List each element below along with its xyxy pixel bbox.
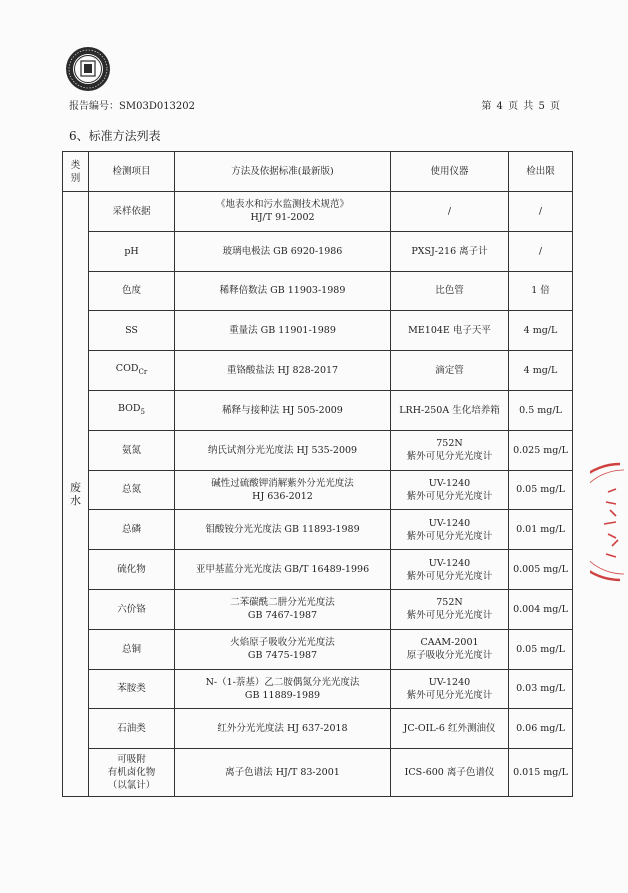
item-cell: 总氮 xyxy=(89,470,175,510)
limit-cell: / xyxy=(509,231,573,271)
item-cell: 总铜 xyxy=(89,629,175,669)
table-row xyxy=(63,311,573,351)
item-cell: $COD_{Cr}$ xyxy=(89,351,175,391)
item-cell: 可吸附 有机卤化物 （以氯计） xyxy=(89,749,175,797)
table-row xyxy=(63,550,573,590)
header-instrument: 使用仪器 xyxy=(391,152,509,192)
table-row xyxy=(63,390,573,430)
limit-cell: / xyxy=(509,192,573,232)
method-cell: 离子色谱法 HJ/T 83-2001 xyxy=(175,749,391,797)
red-stamp-partial xyxy=(590,462,628,582)
method-cell: 碱性过硫酸钾消解紫外分光光度法 HJ 636-2012 xyxy=(175,470,391,510)
method-cell: 玻璃电极法 GB 6920-1986 xyxy=(175,231,391,271)
table-row xyxy=(63,629,573,669)
table-row xyxy=(63,510,573,550)
instrument-cell: ICS-600 离子色谱仪 xyxy=(391,749,509,797)
limit-cell: 4 mg/L xyxy=(509,351,573,391)
section-title: 6、标准方法列表 xyxy=(69,129,161,143)
instrument-cell: UV-1240 紫外可见分光光度计 xyxy=(391,550,509,590)
instrument-cell: 752N 紫外可见分光光度计 xyxy=(391,589,509,629)
method-cell: 钼酸铵分光光度法 GB 11893-1989 xyxy=(175,510,391,550)
table-row xyxy=(63,192,573,232)
limit-cell: 0.05 mg/L xyxy=(509,629,573,669)
method-cell: 红外分光光度法 HJ 637-2018 xyxy=(175,709,391,749)
limit-cell: 0.015 mg/L xyxy=(509,749,573,797)
method-cell: 亚甲基蓝分光光度法 GB/T 16489-1996 xyxy=(175,550,391,590)
item-cell: SS xyxy=(89,311,175,351)
table-header-row xyxy=(63,152,573,192)
table-row xyxy=(63,430,573,470)
table-row xyxy=(63,669,573,709)
limit-cell: 0.06 mg/L xyxy=(509,709,573,749)
item-cell: 色度 xyxy=(89,271,175,311)
item-cell: 石油类 xyxy=(89,709,175,749)
instrument-cell: JC-OIL-6 红外测油仪 xyxy=(391,709,509,749)
company-logo-seal xyxy=(65,46,111,92)
limit-cell: 0.05 mg/L xyxy=(509,470,573,510)
table-row xyxy=(63,351,573,391)
limit-cell: 0.03 mg/L xyxy=(509,669,573,709)
item-cell: 苯胺类 xyxy=(89,669,175,709)
method-cell: N-（1-萘基）乙二胺偶氮分光光度法 GB 11889-1989 xyxy=(175,669,391,709)
item-cell: $BOD_5$ xyxy=(89,390,175,430)
header-category: 类 别 xyxy=(63,152,89,192)
standard-methods-table xyxy=(62,151,573,797)
instrument-cell: UV-1240 紫外可见分光光度计 xyxy=(391,470,509,510)
instrument-cell: 比色管 xyxy=(391,271,509,311)
limit-cell: 4 mg/L xyxy=(509,311,573,351)
header-item: 检测项目 xyxy=(89,152,175,192)
table-row xyxy=(63,709,573,749)
method-cell: 纳氏试剂分光光度法 HJ 535-2009 xyxy=(175,430,391,470)
table-row xyxy=(63,749,573,797)
method-cell: 《地表水和污水监测技术规范》 HJ/T 91-2002 xyxy=(175,192,391,232)
item-cell: 六价铬 xyxy=(89,589,175,629)
table-row xyxy=(63,271,573,311)
limit-cell: 0.005 mg/L xyxy=(509,550,573,590)
instrument-cell: UV-1240 紫外可见分光光度计 xyxy=(391,510,509,550)
method-cell: 重铬酸盐法 HJ 828-2017 xyxy=(175,351,391,391)
instrument-cell: UV-1240 紫外可见分光光度计 xyxy=(391,669,509,709)
header-limit: 检出限 xyxy=(509,152,573,192)
method-cell: 稀释与接种法 HJ 505-2009 xyxy=(175,390,391,430)
page-number: 第 4 页 共 5 页 xyxy=(481,101,560,112)
item-cell: 采样依据 xyxy=(89,192,175,232)
item-cell: 氨氮 xyxy=(89,430,175,470)
table-row xyxy=(63,470,573,510)
limit-cell: 0.004 mg/L xyxy=(509,589,573,629)
table-row xyxy=(63,589,573,629)
instrument-cell: 752N 紫外可见分光光度计 xyxy=(391,430,509,470)
limit-cell: 1 倍 xyxy=(509,271,573,311)
instrument-cell: ME104E 电子天平 xyxy=(391,311,509,351)
item-cell: 总磷 xyxy=(89,510,175,550)
report-number: 报告编号：SM03D013202 xyxy=(69,101,196,112)
limit-cell: 0.025 mg/L xyxy=(509,430,573,470)
method-cell: 稀释倍数法 GB 11903-1989 xyxy=(175,271,391,311)
table-row xyxy=(63,231,573,271)
instrument-cell: / xyxy=(391,192,509,232)
method-cell: 重量法 GB 11901-1989 xyxy=(175,311,391,351)
item-cell: pH xyxy=(89,231,175,271)
limit-cell: 0.01 mg/L xyxy=(509,510,573,550)
method-cell: 二苯碳酰二肼分光光度法 GB 7467-1987 xyxy=(175,589,391,629)
instrument-cell: PXSJ-216 离子计 xyxy=(391,231,509,271)
limit-cell: 0.5 mg/L xyxy=(509,390,573,430)
instrument-cell: CAAM-2001 原子吸收分光光度计 xyxy=(391,629,509,669)
header-method: 方法及依据标准(最新版) xyxy=(175,152,391,192)
category-cell: 废 水 xyxy=(63,192,89,797)
instrument-cell: 滴定管 xyxy=(391,351,509,391)
instrument-cell: LRH-250A 生化培养箱 xyxy=(391,390,509,430)
method-cell: 火焰原子吸收分光光度法 GB 7475-1987 xyxy=(175,629,391,669)
item-cell: 硫化物 xyxy=(89,550,175,590)
